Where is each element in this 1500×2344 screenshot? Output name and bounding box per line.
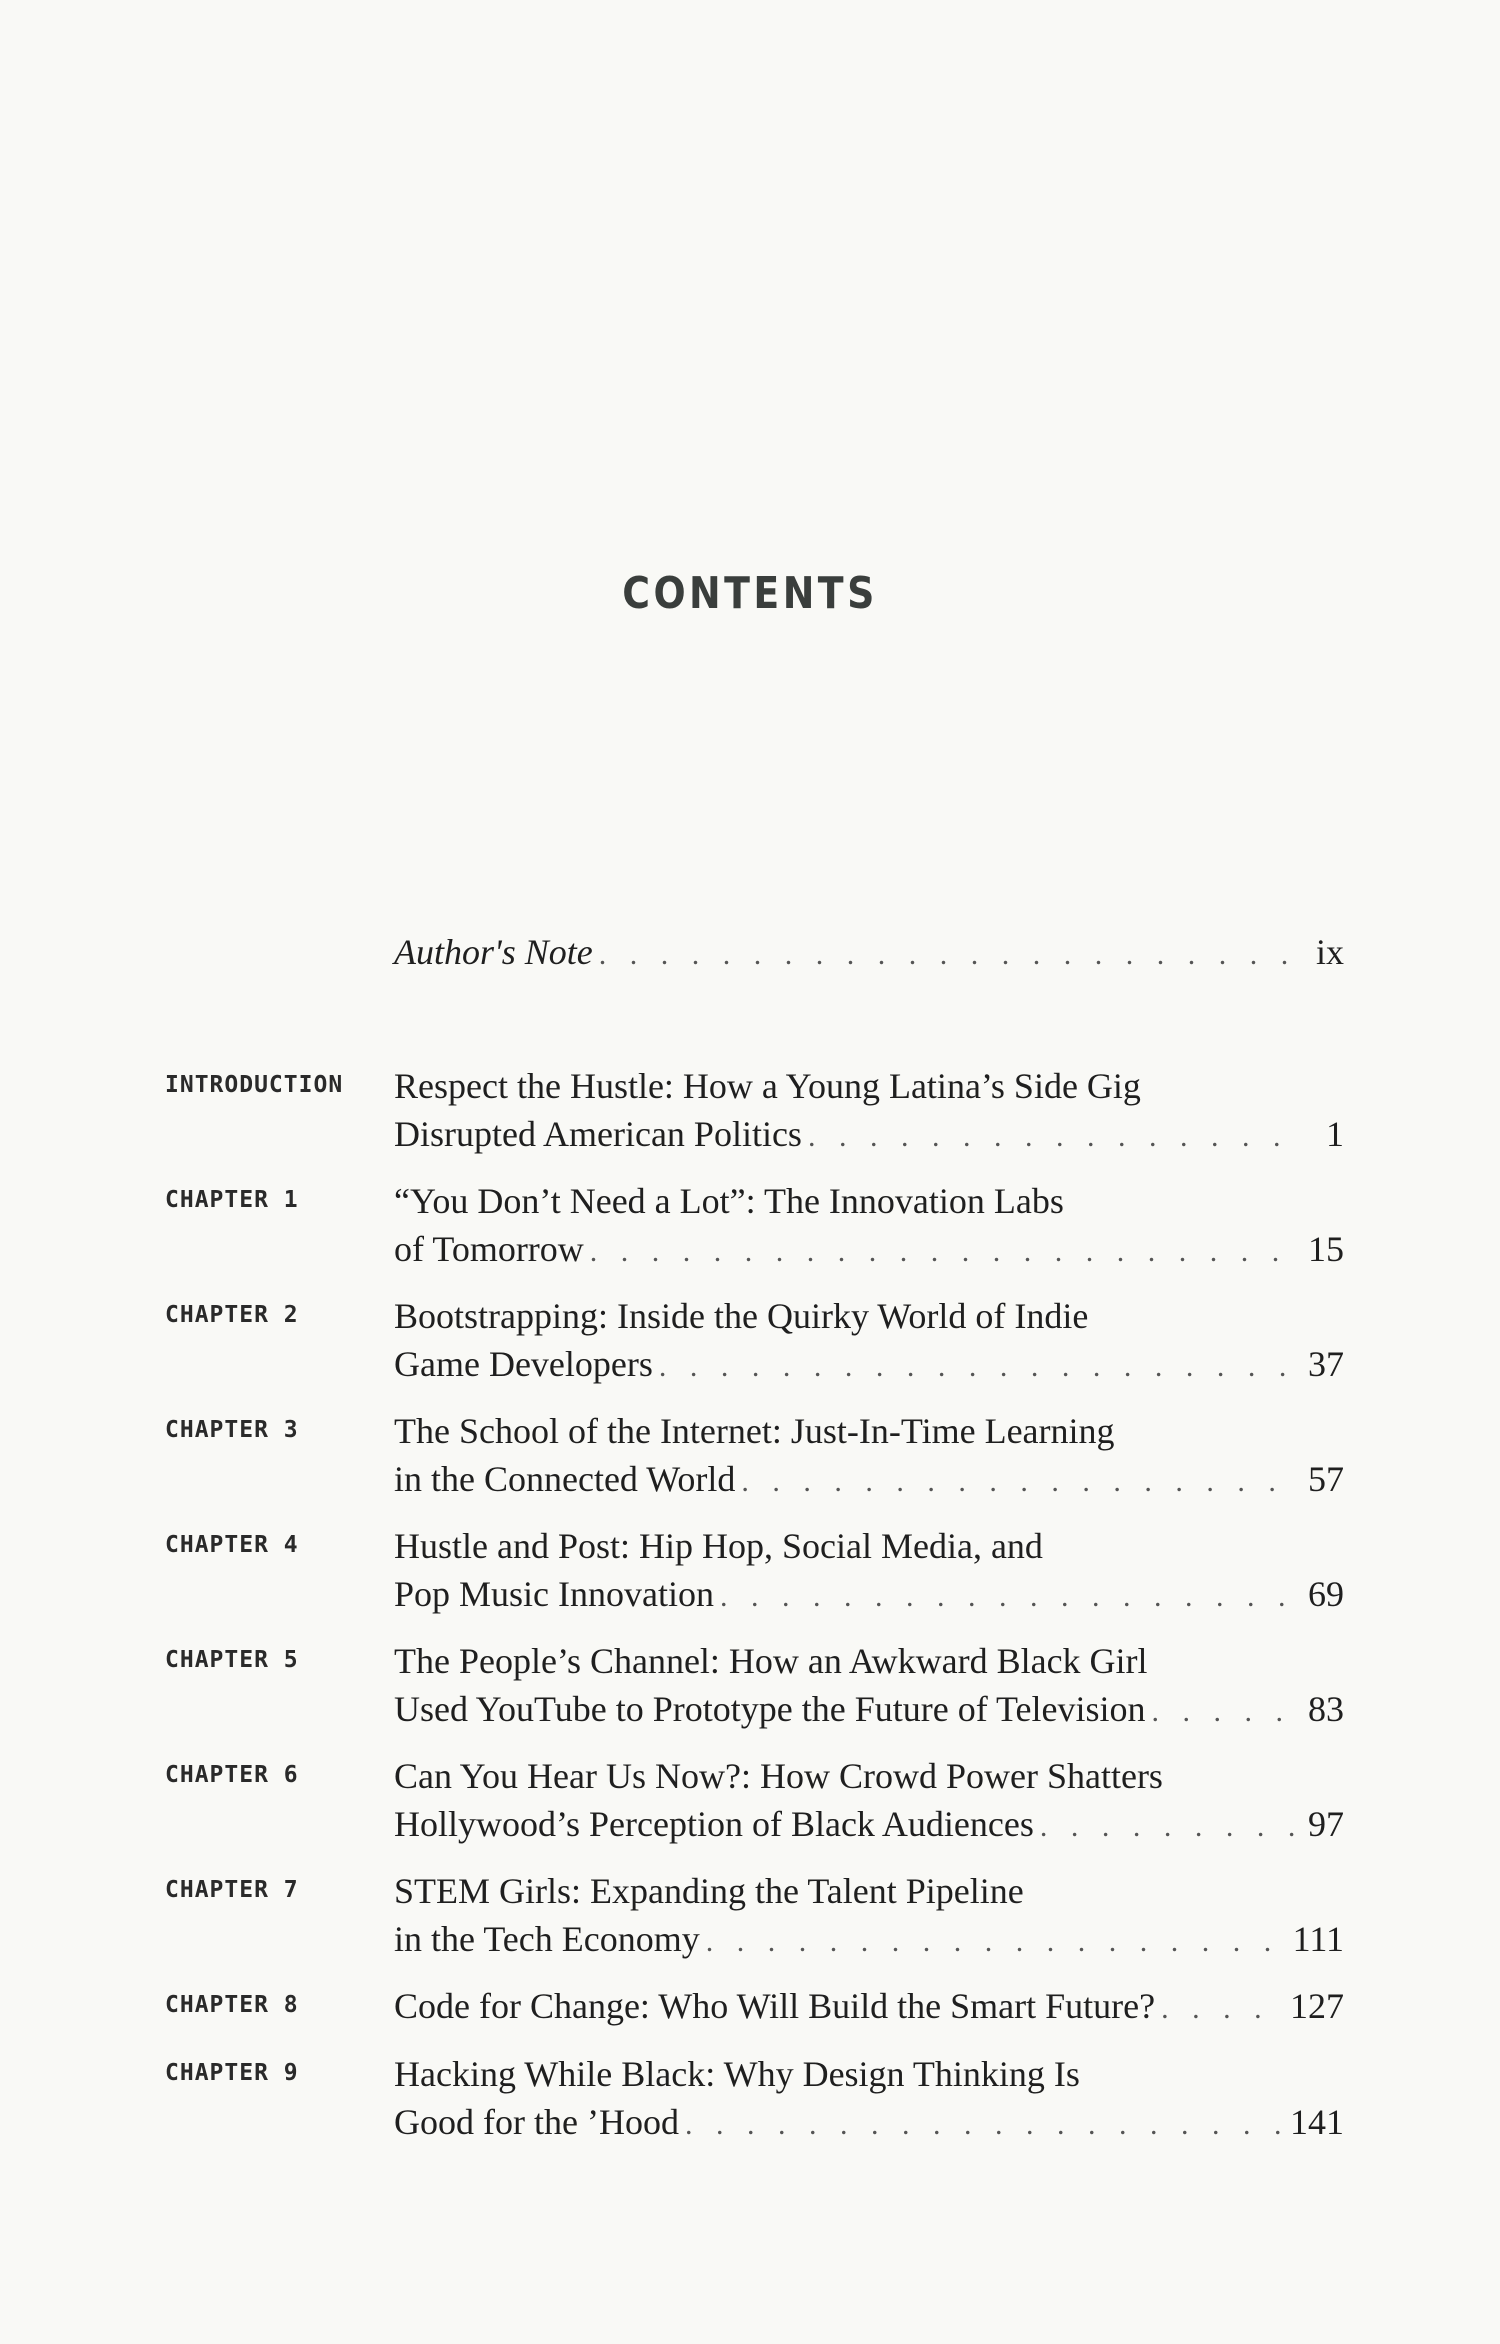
dot-leader — [1161, 1985, 1280, 2033]
entry-label: CHAPTER 8 — [165, 1992, 299, 2018]
entry-title-line-2: Hollywood’s Perception of Black Audiences — [394, 1804, 1034, 1844]
entry-label: CHAPTER 6 — [165, 1762, 299, 1788]
dot-leader — [741, 1458, 1298, 1506]
entry-label: CHAPTER 1 — [165, 1187, 299, 1213]
entry-title-line-1: Code for Change: Who Will Build the Smart Future? — [394, 1986, 1156, 2026]
entry-title-line-2: Good for the ’Hood — [394, 2102, 679, 2142]
page-number: 111 — [1292, 1919, 1344, 1959]
entry-label: CHAPTER 5 — [165, 1647, 299, 1673]
page-number: 83 — [1308, 1689, 1344, 1729]
dot-leader — [1152, 1688, 1299, 1736]
authors-note-title: Author's Note — [394, 932, 593, 972]
dot-leader — [685, 2101, 1280, 2149]
page-number: 15 — [1308, 1229, 1344, 1269]
entry-title-line-2: Disrupted American Politics — [394, 1114, 802, 1154]
page-number: 37 — [1308, 1344, 1344, 1384]
entry-title-line-2: Used YouTube to Prototype the Future of Television — [394, 1689, 1146, 1729]
page-number: 141 — [1290, 2102, 1344, 2142]
entry-title-line-1: “You Don’t Need a Lot”: The Innovation Labs — [394, 1181, 1064, 1221]
dot-leader — [590, 1228, 1298, 1276]
dot-leader — [1040, 1803, 1298, 1851]
dot-leader — [720, 1573, 1298, 1621]
entry-title-line-1: Respect the Hustle: How a Young Latina’s Side Gig — [394, 1066, 1141, 1106]
entry-label: INTRODUCTION — [165, 1072, 344, 1098]
entry-label: CHAPTER 9 — [165, 2060, 299, 2086]
toc-entry-authors-note — [394, 928, 1344, 978]
page-number: 127 — [1290, 1986, 1344, 2026]
entry-title-line-1: Hacking While Black: Why Design Thinking Is — [394, 2054, 1080, 2094]
entry-title-line-2: in the Connected World — [394, 1459, 736, 1499]
entry-title-line-1: Bootstrapping: Inside the Quirky World of Indie — [394, 1296, 1089, 1336]
entry-title-line-1: The School of the Internet: Just-In-Time Learning — [394, 1411, 1115, 1451]
entry-title-line-1: The People’s Channel: How an Awkward Black Girl — [394, 1641, 1148, 1681]
page-title: CONTENTS — [622, 568, 878, 619]
dot-leader — [808, 1113, 1298, 1161]
dot-leader — [706, 1918, 1283, 1966]
dot-leader — [599, 931, 1298, 979]
entry-label: CHAPTER 7 — [165, 1877, 299, 1903]
entry-title-line-2: Game Developers — [394, 1344, 653, 1384]
entry-label: CHAPTER 2 — [165, 1302, 299, 1328]
entry-title-line-2: of Tomorrow — [394, 1229, 584, 1269]
page-number: 1 — [1326, 1114, 1344, 1154]
dot-leader — [659, 1343, 1298, 1391]
entry-title-line-2: in the Tech Economy — [394, 1919, 700, 1959]
entry-label: CHAPTER 4 — [165, 1532, 299, 1558]
page-number: 69 — [1308, 1574, 1344, 1614]
entry-title-line-1: Can You Hear Us Now?: How Crowd Power Shatters — [394, 1756, 1163, 1796]
entry-title-line-1: STEM Girls: Expanding the Talent Pipeline — [394, 1871, 1024, 1911]
entry-label: CHAPTER 3 — [165, 1417, 299, 1443]
entry-title-line-2: Pop Music Innovation — [394, 1574, 714, 1614]
page-number: 57 — [1308, 1459, 1344, 1499]
entry-title-line-1: Hustle and Post: Hip Hop, Social Media, and — [394, 1526, 1043, 1566]
page-number: 97 — [1308, 1804, 1344, 1844]
page-number: ix — [1315, 932, 1344, 972]
